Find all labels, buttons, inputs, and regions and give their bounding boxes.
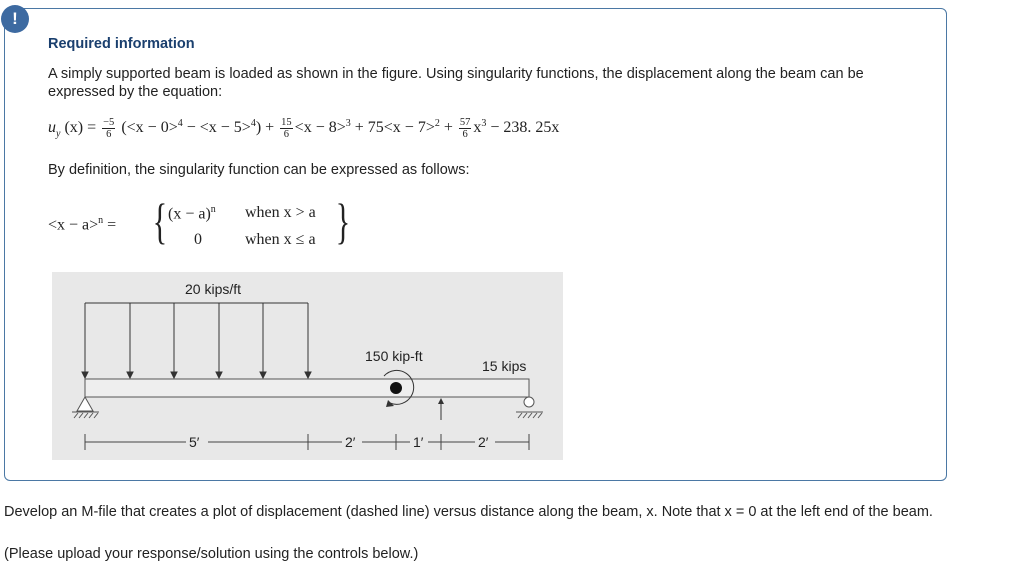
beam: [85, 379, 529, 397]
fraction-3: $\frac{57}{6}$: [459, 117, 471, 140]
intro-text: A simply supported beam is loaded as shown in the figure. Using singularity functions, the displacement along the beam can be expressed by the equation:: [48, 66, 864, 100]
beam-figure: [52, 272, 563, 460]
task-text: Develop an M-file that creates a plot of displacement (dashed line) versus distance along the beam, x. Note that x = 0 at the left end of the beam.: [4, 504, 933, 520]
dim-2ft-a: 2′: [345, 434, 356, 450]
fraction-2: $\frac{15}{6}$: [281, 117, 292, 140]
fraction-1: $\frac{-5}{6}$: [103, 117, 115, 140]
load-arrows: [82, 303, 311, 378]
singularity-definition: <x − a>$^n$ = { $(x - a)^n$ when x > a 0 when x ≤ a }: [48, 193, 351, 249]
definition-text: By definition, the singularity function can be expressed as follows:: [48, 162, 470, 178]
alert-icon: !: [1, 5, 29, 33]
dimension-line: [85, 434, 529, 450]
card-title: Required information: [48, 36, 195, 52]
left-brace: {: [152, 193, 168, 249]
moment-label: 150 kip-ft: [365, 348, 423, 364]
dim-2ft-b: 2′: [478, 434, 489, 450]
upload-note: (Please upload your response/solution using the controls below.): [4, 546, 419, 562]
moment-point: [390, 382, 402, 394]
point-load-label: 15 kips: [482, 358, 527, 374]
required-information-card: [4, 8, 947, 481]
roller-support: [516, 397, 543, 418]
dim-5ft: 5′: [189, 434, 200, 450]
pin-support: [72, 397, 99, 418]
dim-1ft: 1′: [413, 434, 424, 450]
displacement-equation: $u_y$ (x) = $\frac{-5}{6}$ (<x − 0>$^4$ − <x − 5>$^4$) + $\frac{15}{6}$ <x − 8>$^3$ + 75<x − 7>$^2$ + $\frac{57}{6}$ $x^3 - 238$. 25x: [48, 117, 560, 140]
distributed-load-label: 20 kips/ft: [185, 281, 242, 297]
right-brace: }: [335, 193, 351, 249]
